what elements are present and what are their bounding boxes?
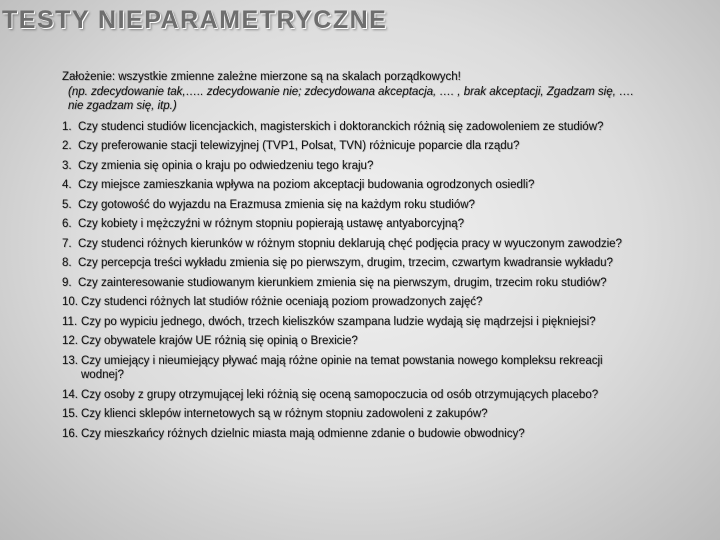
question-number: 3. — [62, 159, 72, 172]
assumption-text: Założenie: wszystkie zmienne zależne mierzone są na skalach porządkowych! — [62, 71, 461, 83]
question-text: Czy gotowość do wyjazdu na Erazmusa zmienia się na każdym roku studiów? — [78, 198, 475, 211]
question-text: Czy umiejący i nieumiejący pływać mają różne opinie na temat powstania nowego kompleksu rekreacji wodnej? — [81, 354, 603, 381]
question-text: Czy po wypiciu jednego, dwóch, trzech kieliszków szampana ludzie wydają się mądrzejsi i piękniejsi? — [81, 315, 596, 328]
question-item — [62, 198, 642, 213]
question-item — [62, 354, 642, 383]
question-number: 15. — [62, 408, 78, 420]
question-text: Czy preferowanie stacji telewizyjnej (TVP1, Polsat, TVN) różnicuje poparcie dla rządu? — [78, 140, 520, 152]
slide-title: TESTY NIEPARAMETRYCZNE — [2, 6, 388, 34]
question-text: Czy obywatele krajów UE różnią się opinią o Brexicie? — [81, 335, 358, 347]
question-text: Czy zmienia się opinia o kraju po odwiedzeniu tego kraju? — [78, 159, 374, 172]
question-text: Czy percepcja treści wykładu zmienia się po pierwszym, drugim, trzecim, czwartym kwadransie wykładu? — [78, 257, 613, 269]
question-text: Czy miejsce zamieszkania wpływa na poziom akceptacji budowania ogrodzonych osiedli? — [78, 179, 535, 191]
slide-content — [62, 70, 642, 446]
question-list — [62, 120, 642, 442]
question-text: Czy mieszkańcy różnych dzielnic miasta mają odmienne zdanie o budowie obwodnicy? — [81, 427, 525, 440]
question-item — [62, 256, 642, 271]
question-number: 5. — [62, 198, 72, 211]
question-text: Czy klienci sklepów internetowych są w różnym stopniu zadowoleni z zakupów? — [81, 408, 488, 420]
assumption-example: (np. zdecydowanie tak,….. zdecydowanie nie; zdecydowana akceptacja, …. , brak akceptacji, Zgadzam się, …. nie zgadzam się, itp.) — [68, 85, 634, 112]
question-item — [62, 178, 642, 193]
question-item — [62, 388, 642, 403]
question-number: 10. — [62, 296, 78, 308]
question-item — [62, 139, 642, 154]
question-text: Czy studenci różnych lat studiów różnie oceniają poziom prowadzonych zajęć? — [81, 296, 483, 308]
question-text: Czy osoby z grupy otrzymującej leki różnią się oceną samopoczucia od osób otrzymujących placebo? — [81, 388, 599, 401]
question-text: Czy studenci różnych kierunków w różnym stopniu deklarują chęć podjęcia pracy w wyuczonym zawodzie? — [78, 237, 622, 250]
question-item — [62, 217, 642, 232]
question-item — [62, 427, 642, 442]
question-number: 16. — [62, 427, 78, 440]
question-item — [62, 276, 642, 291]
assumption — [62, 70, 642, 114]
question-number: 2. — [62, 140, 72, 152]
question-text: Czy studenci studiów licencjackich, magisterskich i doktoranckich różnią się zadowoleniem ze studiów? — [78, 120, 604, 133]
question-text: Czy zainteresowanie studiowanym kierunkiem zmienia się na pierwszym, drugim, trzecim roku studiów? — [78, 276, 607, 289]
question-item — [62, 334, 642, 349]
question-number: 4. — [62, 179, 72, 191]
question-item — [62, 120, 642, 135]
question-number: 1. — [62, 120, 72, 133]
question-number: 6. — [62, 218, 72, 230]
question-item — [62, 315, 642, 330]
question-number: 13. — [62, 354, 78, 367]
question-number: 8. — [62, 257, 72, 269]
question-number: 9. — [62, 276, 72, 289]
question-text: Czy kobiety i mężczyźni w różnym stopniu popierają ustawę antyaborcyjną? — [78, 218, 465, 230]
question-number: 14. — [62, 388, 78, 401]
question-item — [62, 295, 642, 310]
question-item — [62, 407, 642, 422]
question-number: 7. — [62, 237, 72, 250]
question-item — [62, 159, 642, 174]
question-number: 11. — [62, 315, 78, 328]
question-item — [62, 237, 642, 252]
question-number: 12. — [62, 335, 78, 347]
